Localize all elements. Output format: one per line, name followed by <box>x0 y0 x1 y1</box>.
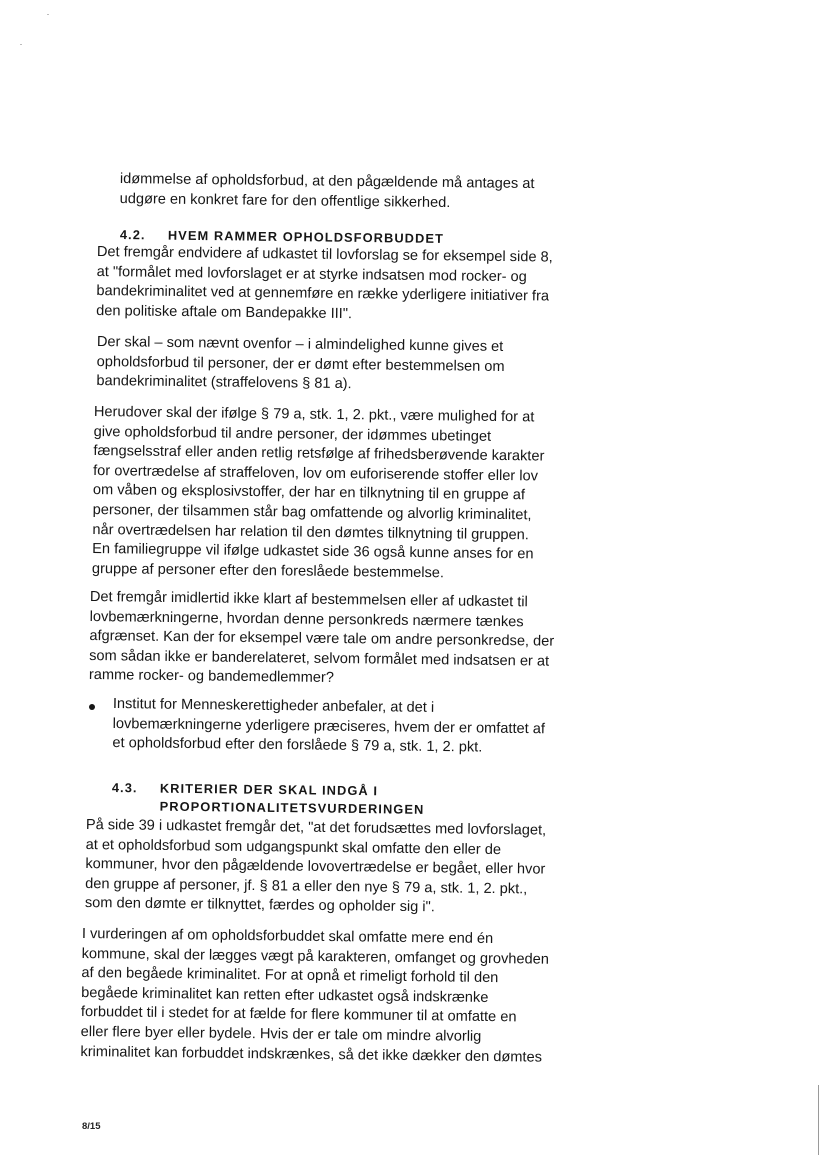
paragraph <box>92 403 545 585</box>
text-line: På side 39 i udkastet fremgår det, "at det forudsættes med lovforslaget, <box>85 816 547 839</box>
text-line: om våben og eksplosivstoffer, der har en tilknytning til en gruppe af <box>92 482 526 504</box>
text-line: som sådan ikke er banderelateret, selvom formålet med indsatsen er at <box>89 647 550 670</box>
paragraph <box>96 333 505 397</box>
text-line: som den dømte er tilknyttet, færdes og opholder sig i". <box>84 895 435 916</box>
scan-artifact <box>20 44 22 45</box>
text-line: Det fremgår endvidere af udkastet til lovforslag se for eksempel side 8, <box>96 243 553 266</box>
paragraph <box>96 243 553 327</box>
paragraph <box>85 816 546 920</box>
text-line: kommune, skal der lægges vægt på karakteren, omfanget og grovheden <box>81 945 549 968</box>
paragraph <box>80 925 549 1068</box>
text-line: gruppe af personer efter den foreslåede bestemmelse. <box>91 560 445 582</box>
text-line: for overtrædelse af straffeloven, lov om euforiserende stoffer eller lov <box>93 462 539 485</box>
text-line: opholdsforbud til personer, der er dømt efter bestemmelsen om <box>96 353 505 375</box>
text-line: eller flere byer eller bydele. Hvis der er tale om mindre alvorlig <box>80 1023 482 1045</box>
text-line: bandekriminalitet ved at gennemføre en række yderligere initiativer fra <box>96 283 550 305</box>
section-title-line2: PROPORTIONALITETSVURDERINGEN <box>159 798 425 817</box>
text-line: idømmelse af opholdsforbud, at den pågældende må antages at <box>119 170 535 193</box>
scan-edge-line <box>818 1085 819 1155</box>
section-number: 4.3. <box>111 779 138 796</box>
text-line: bandekriminalitet (straffelovens § 81 a). <box>96 373 352 393</box>
text-line: I vurderingen af om opholdsforbuddet skal omfatte mere end én <box>81 925 494 948</box>
text-line: et opholdsforbud efter den forslåede § 79 a, stk. 1, 2. pkt. <box>112 735 483 756</box>
text-line: af den begåede kriminalitet. For at opnå et rimeligt forhold til den <box>81 965 499 987</box>
text-line: ramme rocker- og bandemedlemmer? <box>88 667 334 687</box>
text-line: den gruppe af personer, jf. § 81 a eller den nye § 79 a, stk. 1, 2. pkt., <box>85 875 528 898</box>
text-line: forbuddet til i stedet for at fælde for flere kommuner til at omfatte en <box>80 1004 517 1026</box>
text-line: udgøre en konkret fare for den offentlige sikkerhed. <box>119 190 451 211</box>
page-number: 8/15 <box>82 1121 101 1132</box>
text-line: personer, der tilsammen står bag omfattende og alvorlig kriminalitet, <box>92 501 532 524</box>
text-line: En familiegruppe vil ifølge udkastet side 36 også kunne anses for en <box>92 541 534 563</box>
text-line: kriminalitet kan forbuddet indskrænkes, så det ikke dækker den dømtes <box>80 1043 543 1066</box>
intro-paragraph <box>120 170 535 214</box>
paragraph <box>89 588 555 692</box>
scan-artifact <box>47 14 49 15</box>
text-line: kommuner, hvor den pågældende lovovertrædelse er begået, eller hvor <box>85 856 546 878</box>
section-title-line1: KRITERIER DER SKAL INDGÅ I <box>159 780 379 799</box>
text-line: fængselsstraf eller anden retlig retsfølge af frihedsberøvende karakter <box>93 443 545 465</box>
text-line: når overtrædelsen har relation til den dømtes tilknytning til gruppen. <box>92 521 529 543</box>
text-line: Det fremgår imidlertid ikke klart af bestemmelsen eller af udkastet til <box>89 588 528 611</box>
text-line: Herudover skal der ifølge § 79 a, stk. 1, 2. pkt., være mulighed for at <box>93 403 535 426</box>
text-line: lovbemærkningerne yderligere præciseres, hvem der er omfattet af <box>112 715 546 737</box>
text-line: at "formålet med lovforslaget er at styrke indsatsen mod rocker- og <box>96 263 527 285</box>
text-line: lovbemærkningerne, hvordan denne personkreds nærmere tænkes <box>89 608 524 630</box>
bullet-icon <box>89 704 95 710</box>
section-title: HVEM RAMMER OPHOLDSFORBUDDET <box>167 227 445 246</box>
text-line: at et opholdsforbud som udgangspunkt skal omfatte den eller de <box>85 836 502 858</box>
text-line: Der skal – som nævnt ovenfor – i almindelighed kunne gives et <box>96 333 504 355</box>
text-line: Institut for Menneskerettigheder anbefaler, at det i <box>112 695 435 716</box>
text-line: begåede kriminalitet kan retten efter udkastet også indskrænke <box>81 984 489 1006</box>
text-line: afgrænset. Kan der for eksempel være tale om andre personkredse, der <box>89 628 555 650</box>
section-number: 4.2. <box>119 226 146 243</box>
text-line: give opholdsforbud til andre personer, der idømmes ubetinget <box>93 423 492 445</box>
section-heading-4-3 <box>112 779 425 819</box>
recommendation-bullet <box>112 695 545 759</box>
text-line: den politiske aftale om Bandepakke III". <box>96 302 353 322</box>
